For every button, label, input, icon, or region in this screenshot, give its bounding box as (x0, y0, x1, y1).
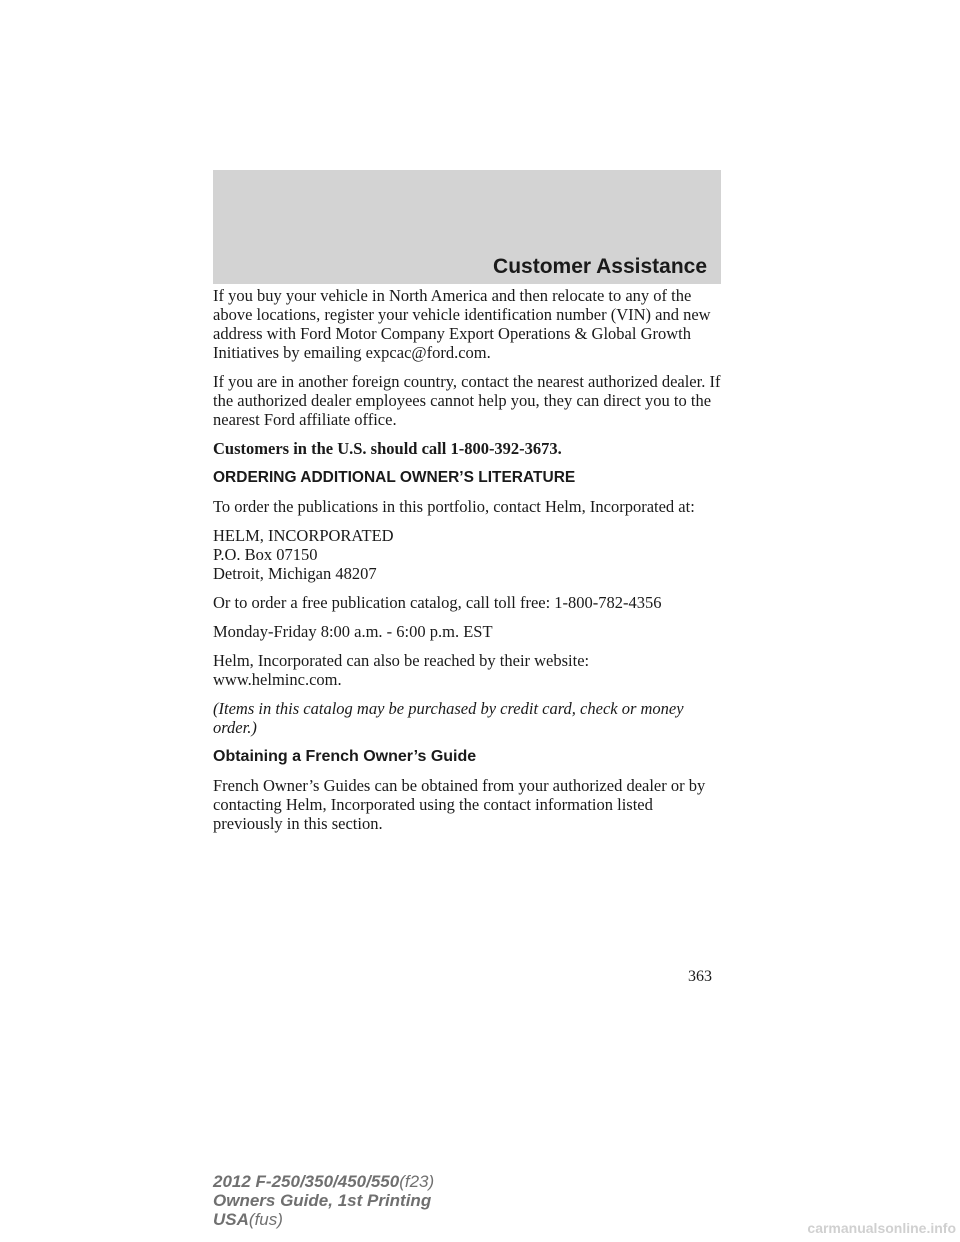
paragraph-payment-note: (Items in this catalog may be purchased by credit card, check or money order.) (213, 699, 684, 737)
paragraph-toll-free: Or to order a free publication catalog, call toll free: 1-800-782-4356 (213, 593, 662, 612)
mailing-address (213, 526, 723, 583)
paragraph-relocation: If you buy your vehicle in North America and then relocate to any of the above locations, register your vehicle identification number (VIN) and new address with Ford Motor Company Export Operations & Global Growth Initiatives by emailing expcac@ford.com. (213, 286, 711, 362)
website-intro: Helm, Incorporated can also be reached by their website: (213, 651, 590, 670)
paragraph-foreign-country: If you are in another foreign country, contact the nearest authorized dealer. If the authorized dealer employees cannot help you, they can direct you to the nearest Ford affiliate office. (213, 372, 721, 429)
address-line-1: HELM, INCORPORATED (213, 526, 394, 545)
website-url: www.helminc.com. (213, 670, 342, 689)
document-footer (213, 1172, 434, 1229)
footer-line-3 (213, 1210, 434, 1229)
footer-market: USA (213, 1210, 249, 1229)
paragraph-hours: Monday-Friday 8:00 a.m. - 6:00 p.m. EST (213, 622, 493, 641)
section-title: Customer Assistance (493, 255, 707, 278)
page-content (213, 286, 723, 843)
footer-market-code: (fus) (248, 1210, 283, 1229)
paragraph-french-guide: French Owner’s Guides can be obtained from your authorized dealer or by contacting Helm, Incorporated using the contact information listed previously in this section. (213, 776, 706, 833)
section-header-band (213, 170, 721, 284)
footer-line-1 (213, 1172, 434, 1191)
heading-french-guide: Obtaining a French Owner’s Guide (213, 748, 477, 765)
paragraph-website (213, 651, 723, 689)
site-watermark: carmanualsonline.info (807, 1220, 956, 1236)
paragraph-us-phone: Customers in the U.S. should call 1-800-392-3673. (213, 439, 562, 458)
address-line-3: Detroit, Michigan 48207 (213, 564, 377, 583)
footer-model: 2012 F-250/350/450/550 (213, 1172, 400, 1191)
address-line-2: P.O. Box 07150 (213, 545, 318, 564)
paragraph-order-publications: To order the publications in this portfolio, contact Helm, Incorporated at: (213, 497, 695, 516)
page-number: 363 (688, 968, 712, 985)
footer-line-2 (213, 1191, 434, 1210)
footer-model-code: (f23) (399, 1172, 435, 1191)
heading-ordering-literature: ORDERING ADDITIONAL OWNER’S LITERATURE (213, 469, 576, 486)
footer-printing: Owners Guide, 1st Printing (213, 1191, 432, 1210)
